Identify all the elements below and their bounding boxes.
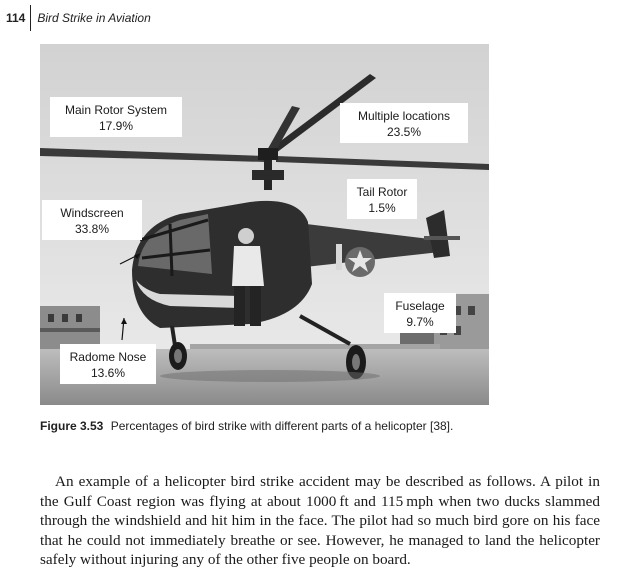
figure-caption	[40, 419, 453, 433]
label-tail-rotor	[347, 179, 417, 219]
label-radome-nose-value: 13.6%	[90, 366, 126, 380]
page-number: 114	[6, 11, 26, 25]
label-multiple-locations-name: Multiple locations	[357, 109, 451, 123]
body-paragraph: An example of a helicopter bird strike accident may be described as follows. A pilot in the Gulf Coast region was flying at about 1000 ft and 115 mph when two ducks slammed through the windshield and hit him in the face. The pilot had so much bird gore on his face that he could not immediately breathe or see. However, he managed to land the helicopter safely without injuring any of the other five people on board.	[40, 473, 600, 568]
label-main-rotor-name: Main Rotor System	[64, 103, 168, 117]
label-windscreen-name: Windscreen	[60, 206, 124, 220]
label-fuselage-name: Fuselage	[395, 299, 445, 313]
label-multiple-locations-value: 23.5%	[386, 125, 422, 139]
figure	[40, 44, 489, 405]
label-radome-nose-name: Radome Nose	[69, 350, 147, 364]
label-multiple-locations	[340, 103, 468, 143]
label-windscreen-value: 33.8%	[74, 222, 110, 236]
label-radome-nose	[60, 344, 156, 384]
label-main-rotor-value: 17.9%	[98, 119, 134, 133]
book-title: Bird Strike in Aviation	[37, 11, 151, 25]
running-head	[6, 6, 151, 30]
header-divider	[30, 5, 31, 31]
figure-caption-text: Percentages of bird strike with different parts of a helicopter [38].	[110, 419, 454, 433]
label-tail-rotor-value: 1.5%	[368, 201, 396, 215]
label-tail-rotor-name: Tail Rotor	[356, 185, 408, 199]
label-windscreen	[42, 200, 142, 240]
figure-number: Figure 3.53	[40, 419, 104, 433]
label-fuselage-value: 9.7%	[406, 315, 434, 329]
label-main-rotor	[50, 97, 182, 137]
label-fuselage	[384, 293, 456, 333]
